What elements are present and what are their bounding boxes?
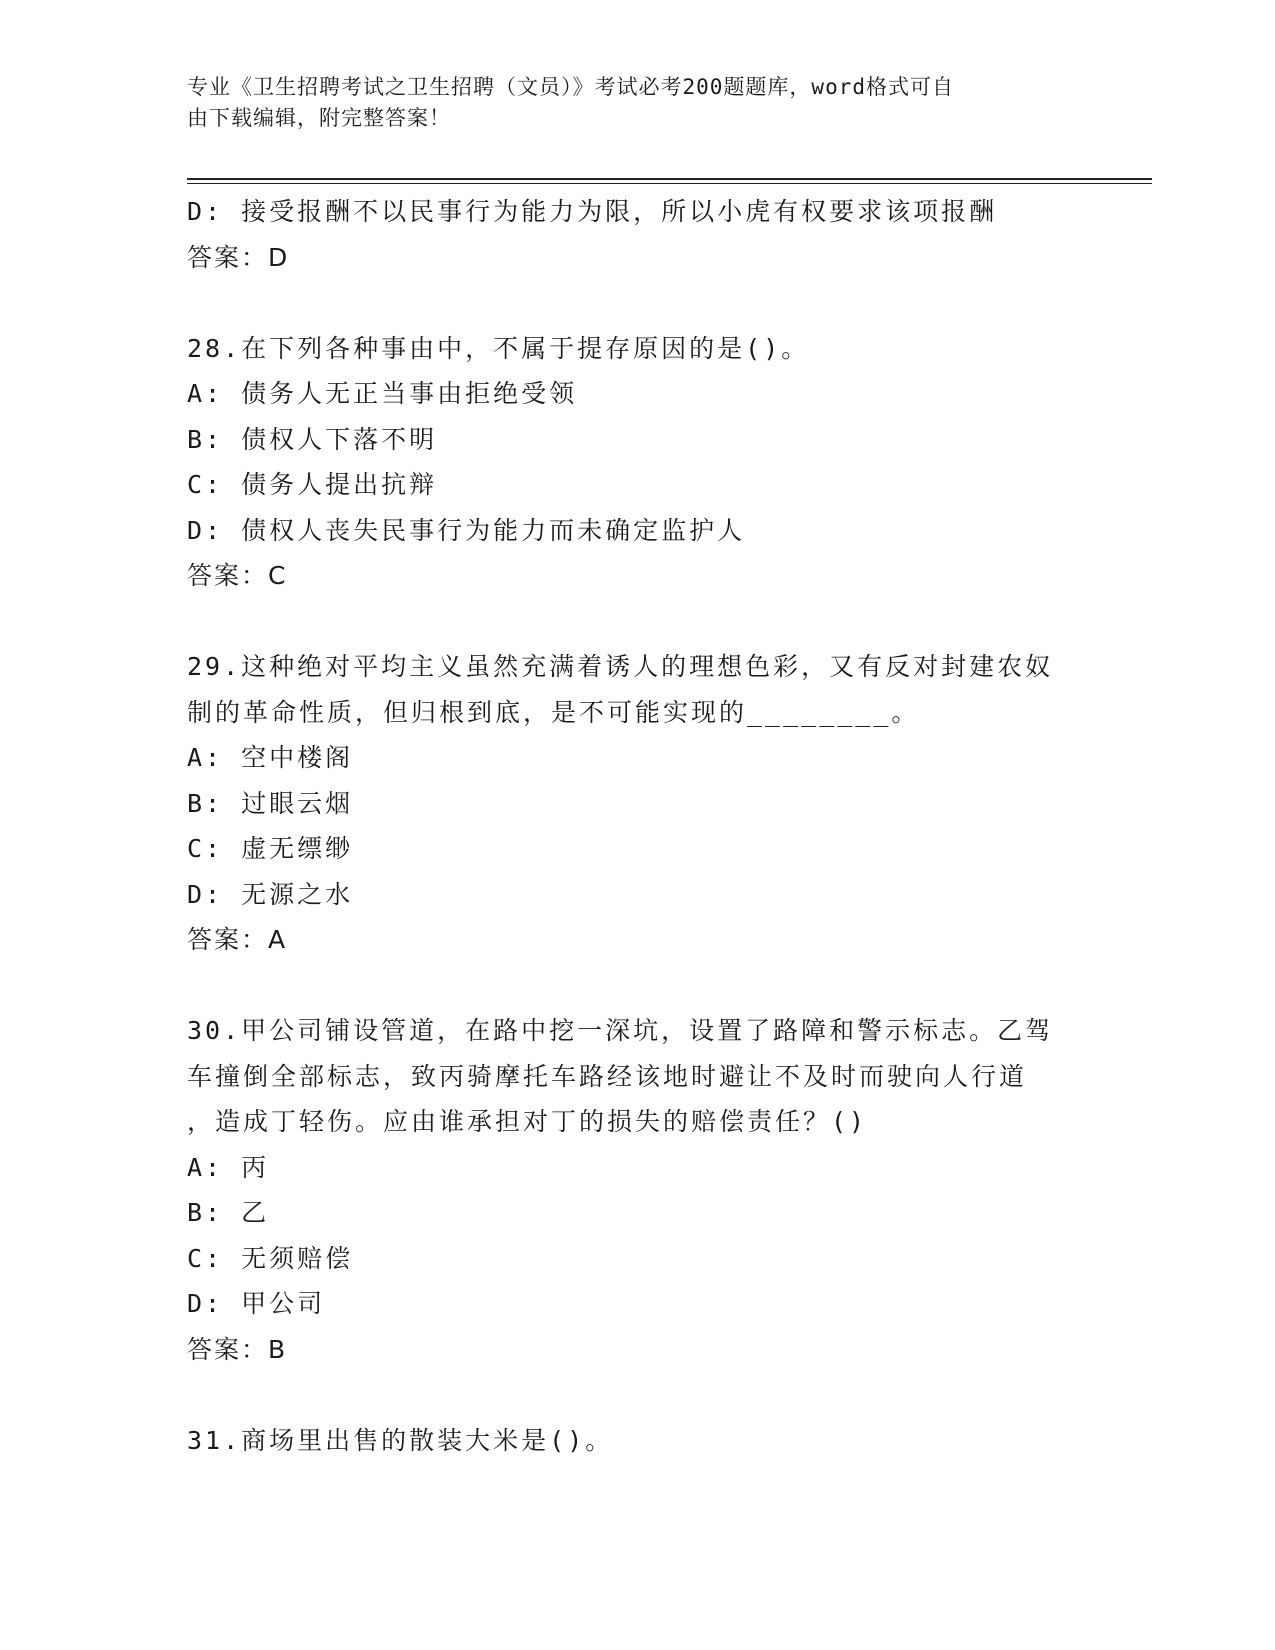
- option-b: B: 过眼云烟: [187, 788, 354, 818]
- spacer: [187, 963, 1087, 1009]
- question-30: [187, 1008, 1087, 1372]
- option-a: A: 丙: [187, 1152, 270, 1182]
- header-line-1: 专业《卫生招聘考试之卫生招聘（文员）》考试必考200题题库，word格式可自: [187, 75, 954, 99]
- prev-answer: 答案：D: [187, 242, 290, 272]
- answer: 答案：B: [187, 1334, 288, 1364]
- question-29: [187, 644, 1087, 963]
- question-text: 28.在下列各种事由中，不属于提存原因的是()。: [187, 333, 810, 363]
- header-line-2: 由下载编辑，附完整答案！: [187, 106, 451, 130]
- question-text: 31.商场里出售的散装大米是()。: [187, 1425, 614, 1455]
- header-divider-thick: [187, 178, 1152, 180]
- option-d: D: 甲公司: [187, 1289, 326, 1318]
- option-c: C: 无须赔偿: [187, 1243, 354, 1273]
- question-text: 29.这种绝对平均主义虽然充满着诱人的理想色彩，又有反对封建农奴: [187, 652, 1054, 681]
- option-a: A: 债务人无正当事由拒绝受领: [187, 379, 578, 408]
- question-28: [187, 326, 1087, 599]
- question-list: [187, 189, 1087, 1463]
- option-d: D: 债权人丧失民事行为能力而未确定监护人: [187, 515, 746, 545]
- answer: 答案：C: [187, 561, 288, 590]
- option-c: C: 虚无缥缈: [187, 834, 354, 863]
- option-c: C: 债务人提出抗辩: [187, 470, 438, 499]
- option-a: A: 空中楼阁: [187, 743, 354, 772]
- spacer: [187, 1372, 1087, 1418]
- question-text: 30.甲公司铺设管道，在路中挖一深坑，设置了路障和警示标志。乙驾: [187, 1016, 1054, 1045]
- spacer: [187, 599, 1087, 645]
- question-text: ，造成丁轻伤。应由谁承担对丁的损失的赔偿责任？(): [187, 1107, 868, 1136]
- answer: 答案：A: [187, 925, 288, 954]
- prev-option-d: D: 接受报酬不以民事行为能力为限，所以小虎有权要求该项报酬: [187, 197, 998, 226]
- question-text: 制的革命性质，但归根到底，是不可能实现的________。: [187, 697, 920, 727]
- option-d: D: 无源之水: [187, 879, 354, 909]
- question-text: 车撞倒全部标志，致丙骑摩托车路经该地时避让不及时而驶向人行道: [187, 1061, 1028, 1091]
- document-header: [187, 72, 1087, 134]
- question-31: [187, 1418, 1087, 1464]
- option-b: B: 债权人下落不明: [187, 424, 438, 454]
- option-b: B: 乙: [187, 1198, 270, 1227]
- spacer: [187, 280, 1087, 326]
- header-divider-thin: [187, 183, 1152, 184]
